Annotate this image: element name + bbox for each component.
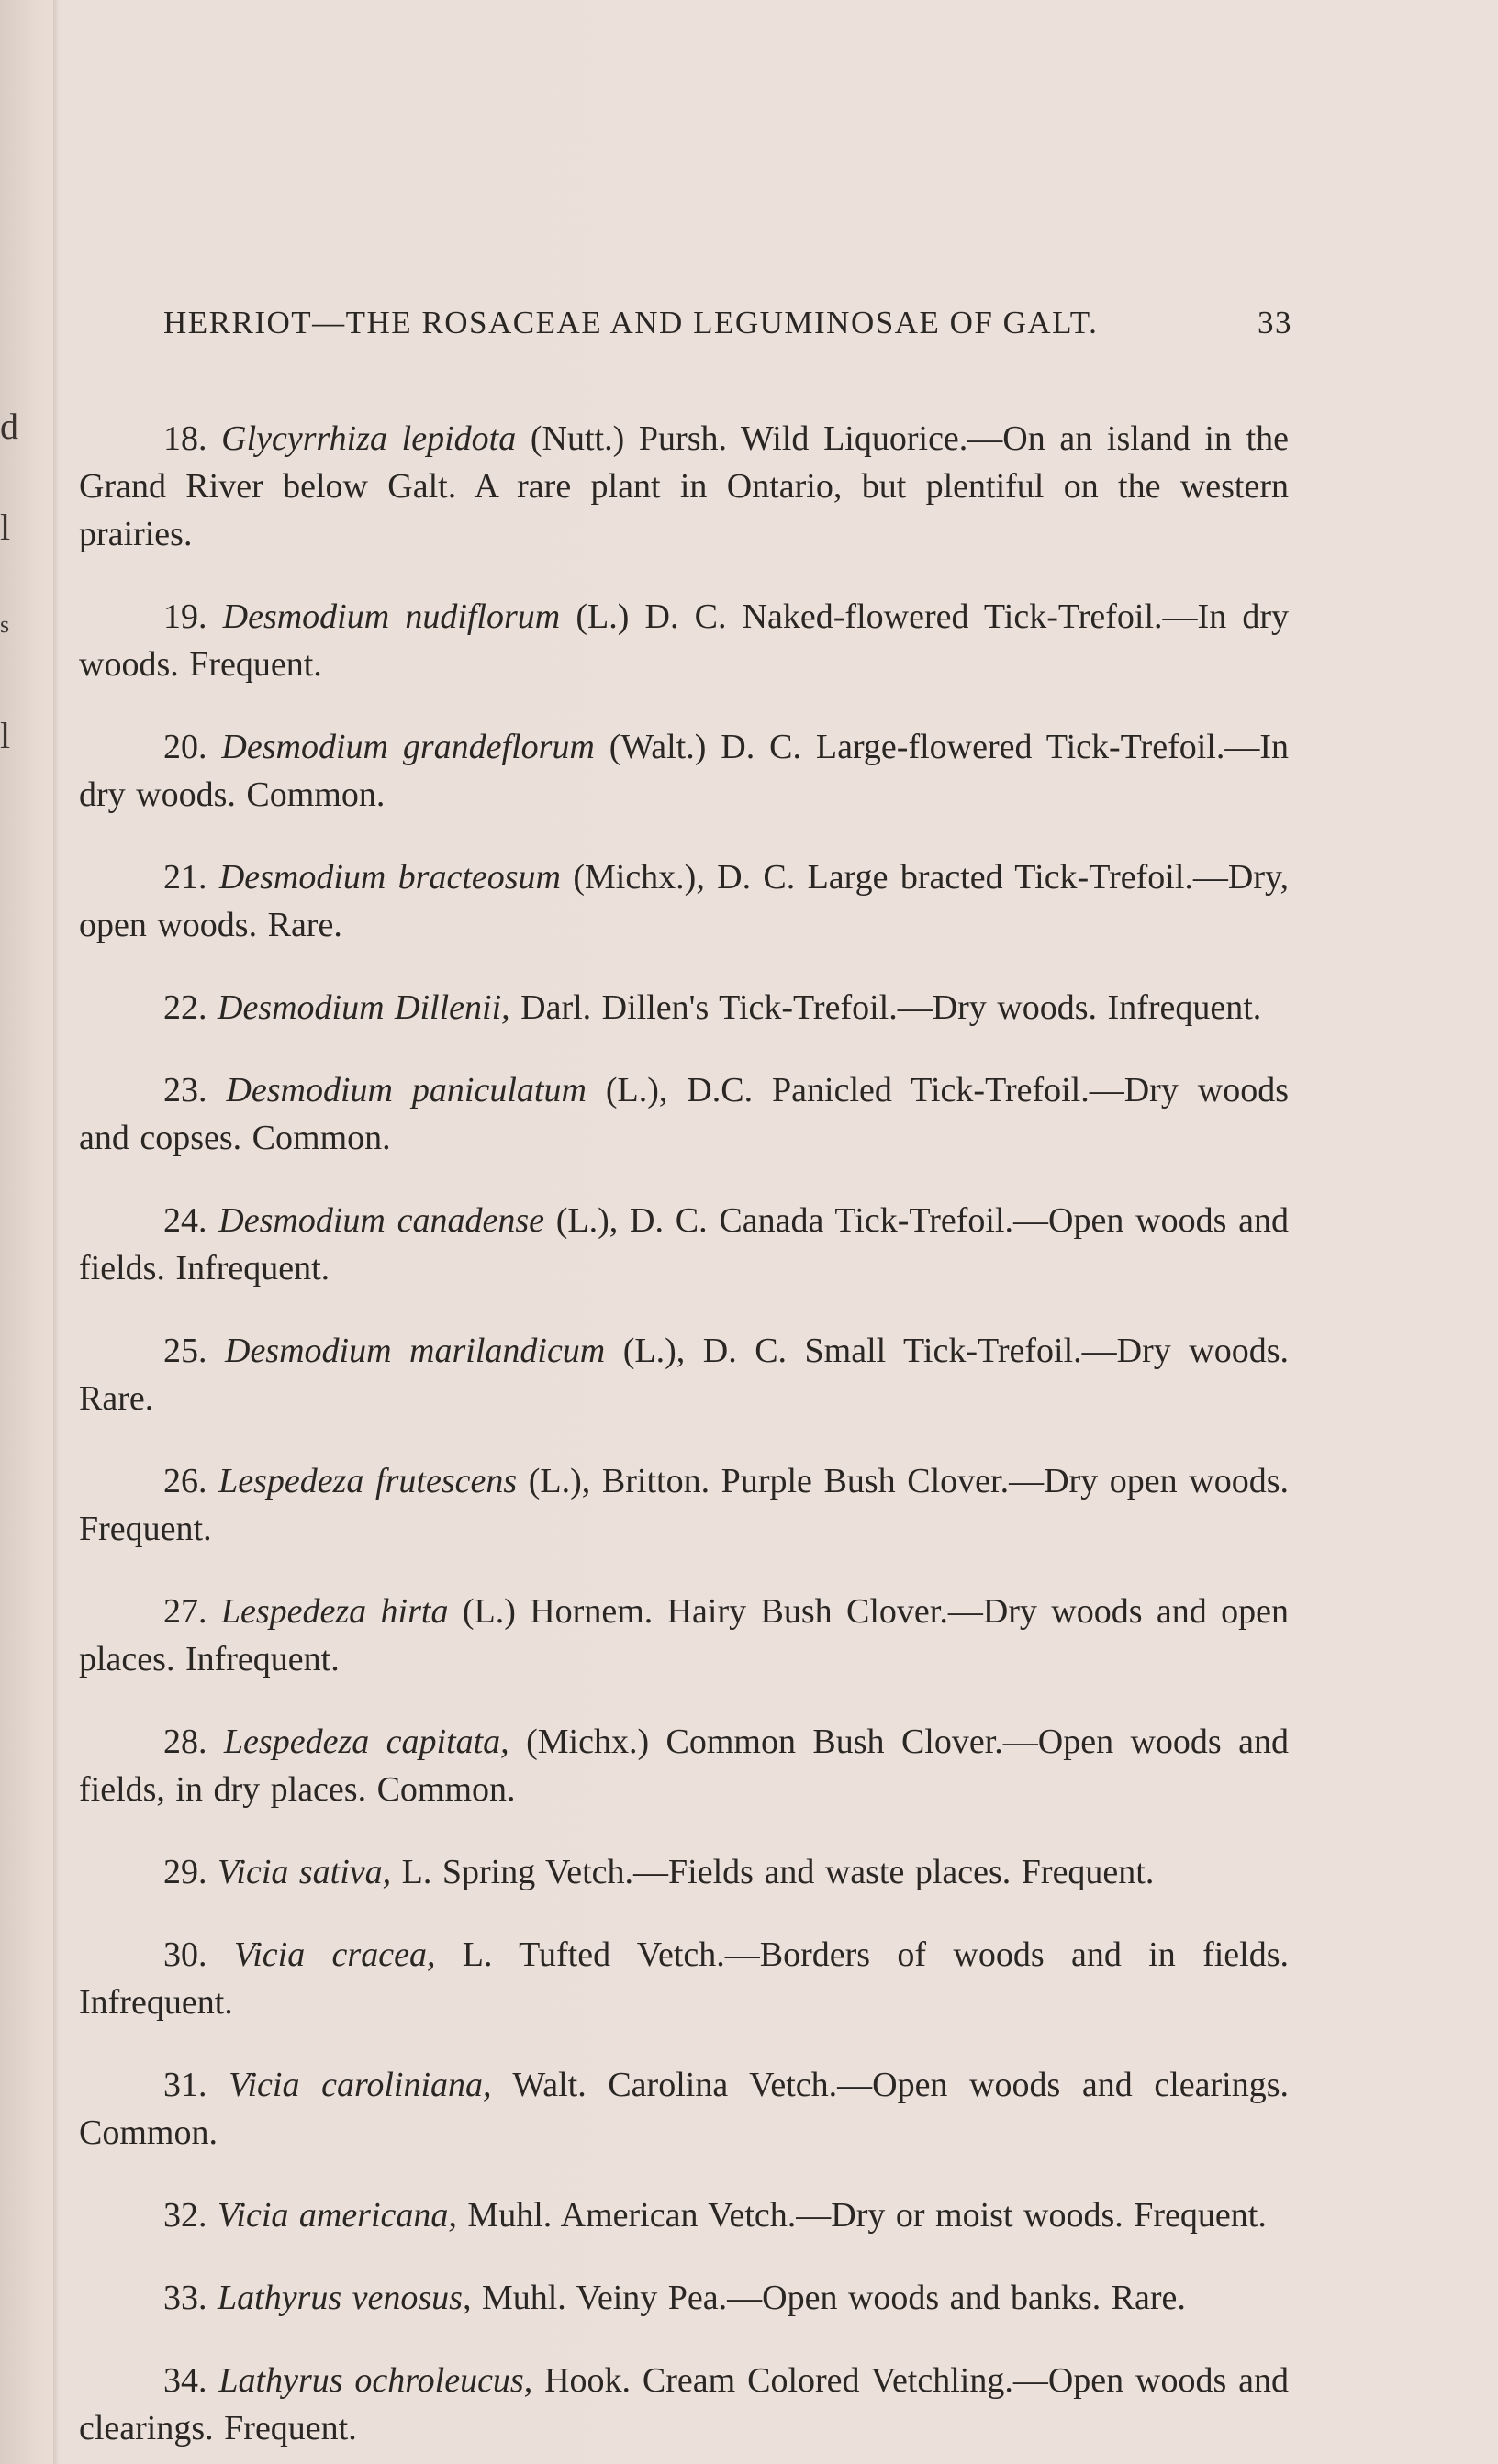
scientific-name: Desmodium canadense (218, 1201, 544, 1240)
entry-number: 25. (163, 1332, 207, 1370)
species-entry (79, 984, 1289, 1031)
species-entry (79, 1327, 1289, 1422)
running-title: HERRIOT—THE ROSACEAE AND LEGUMINOSAE OF GALT. (163, 305, 1099, 340)
margin-fragment-1: d (0, 406, 18, 447)
running-header (163, 305, 1292, 341)
entry-description: (Michx.), D. C. Large bracted Tick-Trefoil.—Dry, open woods. Rare. (79, 858, 1290, 944)
scientific-name: Desmodium nudiflorum (222, 597, 561, 636)
entry-number: 18. (163, 419, 207, 458)
entry-number: 33. (163, 2279, 207, 2317)
entry-number: 24. (163, 1201, 207, 1240)
scientific-name: Lespedeza frutescens (218, 1462, 518, 1500)
entry-description: Hook. Cream Colored Vetchling.—Open woods and clearings. Frequent. (79, 2361, 1290, 2447)
margin-fragment-2: l (0, 507, 11, 548)
entry-number: 19. (163, 597, 207, 636)
entry-number: 20. (163, 728, 207, 766)
scientific-name: Vicia americana, (218, 2196, 457, 2235)
entry-description: (Nutt.) Pursh. Wild Liquorice.—On an island in the Grand River below Galt. A rare plant in Ontario, but plentiful on the western prairies. (79, 419, 1290, 553)
scientific-name: Vicia sativa, (218, 1853, 392, 1891)
entry-description: Muhl. American Vetch.—Dry or moist woods. Frequent. (456, 2196, 1267, 2235)
species-entry (79, 1588, 1289, 1683)
entry-number: 30. (163, 1935, 207, 1974)
species-entry (79, 2061, 1289, 2157)
scientific-name: Desmodium marilandicum (225, 1332, 606, 1370)
species-list (79, 380, 1289, 2460)
scientific-name: Lathyrus venosus, (218, 2279, 472, 2317)
species-entry (79, 723, 1289, 819)
scientific-name: Vicia cracea, (233, 1935, 436, 1974)
scientific-name: Vicia caroliniana, (229, 2066, 492, 2104)
scientific-name: Desmodium bracteosum (218, 858, 561, 897)
entry-number: 27. (163, 1592, 207, 1631)
entry-number: 21. (163, 858, 207, 897)
scientific-name: Desmodium Dillenii, (218, 988, 510, 1027)
entry-number: 31. (163, 2066, 207, 2104)
entry-description: L. Tufted Vetch.—Borders of woods and in fields. Infrequent. (79, 1935, 1290, 2022)
entry-number: 34. (163, 2361, 207, 2400)
entry-description: L. Spring Vetch.—Fields and waste places. Frequent. (391, 1853, 1155, 1891)
scientific-name: Desmodium paniculatum (226, 1071, 587, 1109)
scientific-name: Lathyrus ochroleucus, (218, 2361, 533, 2400)
entry-number: 28. (163, 1723, 207, 1761)
scientific-name: Desmodium grandeflorum (221, 728, 595, 766)
entry-description: (Walt.) D. C. Large-flowered Tick-Trefoil.—In dry woods. Common. (79, 728, 1289, 814)
species-entry (79, 1066, 1289, 1162)
page-number: 33 (1258, 305, 1292, 340)
entry-description: (L.), D. C. Canada Tick-Trefoil.—Open woods and fields. Infrequent. (79, 1201, 1289, 1288)
entry-number: 29. (163, 1853, 207, 1891)
entry-number: 32. (163, 2196, 207, 2235)
species-entry (79, 593, 1289, 688)
scientific-name: Lespedeza hirta (220, 1592, 449, 1631)
species-entry (79, 853, 1289, 949)
entry-number: 26. (163, 1462, 207, 1500)
margin-fragment-4: l (0, 715, 11, 756)
entry-description: (L.), D. C. Small Tick-Trefoil.—Dry woods. Rare. (79, 1332, 1289, 1418)
species-entry (79, 1848, 1289, 1896)
entry-description: Walt. Carolina Vetch.—Open woods and clearings. Common. (79, 2066, 1289, 2152)
entry-description: Muhl. Veiny Pea.—Open woods and banks. Rare. (471, 2279, 1186, 2317)
page-gutter-shadow (53, 0, 59, 2464)
species-entry (79, 1197, 1289, 1292)
species-entry (79, 2357, 1289, 2452)
margin-fragment-3: s (0, 611, 10, 638)
species-entry (79, 1931, 1289, 2026)
entry-description: (Michx.) Common Bush Clover.—Open woods and fields, in dry places. Common. (79, 1723, 1289, 1809)
entry-description: (L.), Britton. Purple Bush Clover.—Dry open woods. Frequent. (79, 1462, 1290, 1548)
entry-number: 23. (163, 1071, 207, 1109)
entry-description: (L.), D.C. Panicled Tick-Trefoil.—Dry woods and copses. Common. (79, 1071, 1289, 1157)
species-entry (79, 1457, 1289, 1553)
species-entry (79, 415, 1289, 558)
entry-description: (L.) Hornem. Hairy Bush Clover.—Dry woods and open places. Infrequent. (79, 1592, 1290, 1678)
species-entry (79, 1718, 1289, 1813)
scientific-name: Lespedeza capitata, (223, 1723, 509, 1761)
scientific-name: Glycyrrhiza lepidota (221, 419, 517, 458)
entry-number: 22. (163, 988, 207, 1027)
species-entry (79, 2191, 1289, 2239)
species-entry (79, 2274, 1289, 2322)
entry-description: (L.) D. C. Naked-flowered Tick-Trefoil.—In dry woods. Frequent. (79, 597, 1289, 684)
entry-description: Darl. Dillen's Tick-Trefoil.—Dry woods. Infrequent. (509, 988, 1262, 1027)
